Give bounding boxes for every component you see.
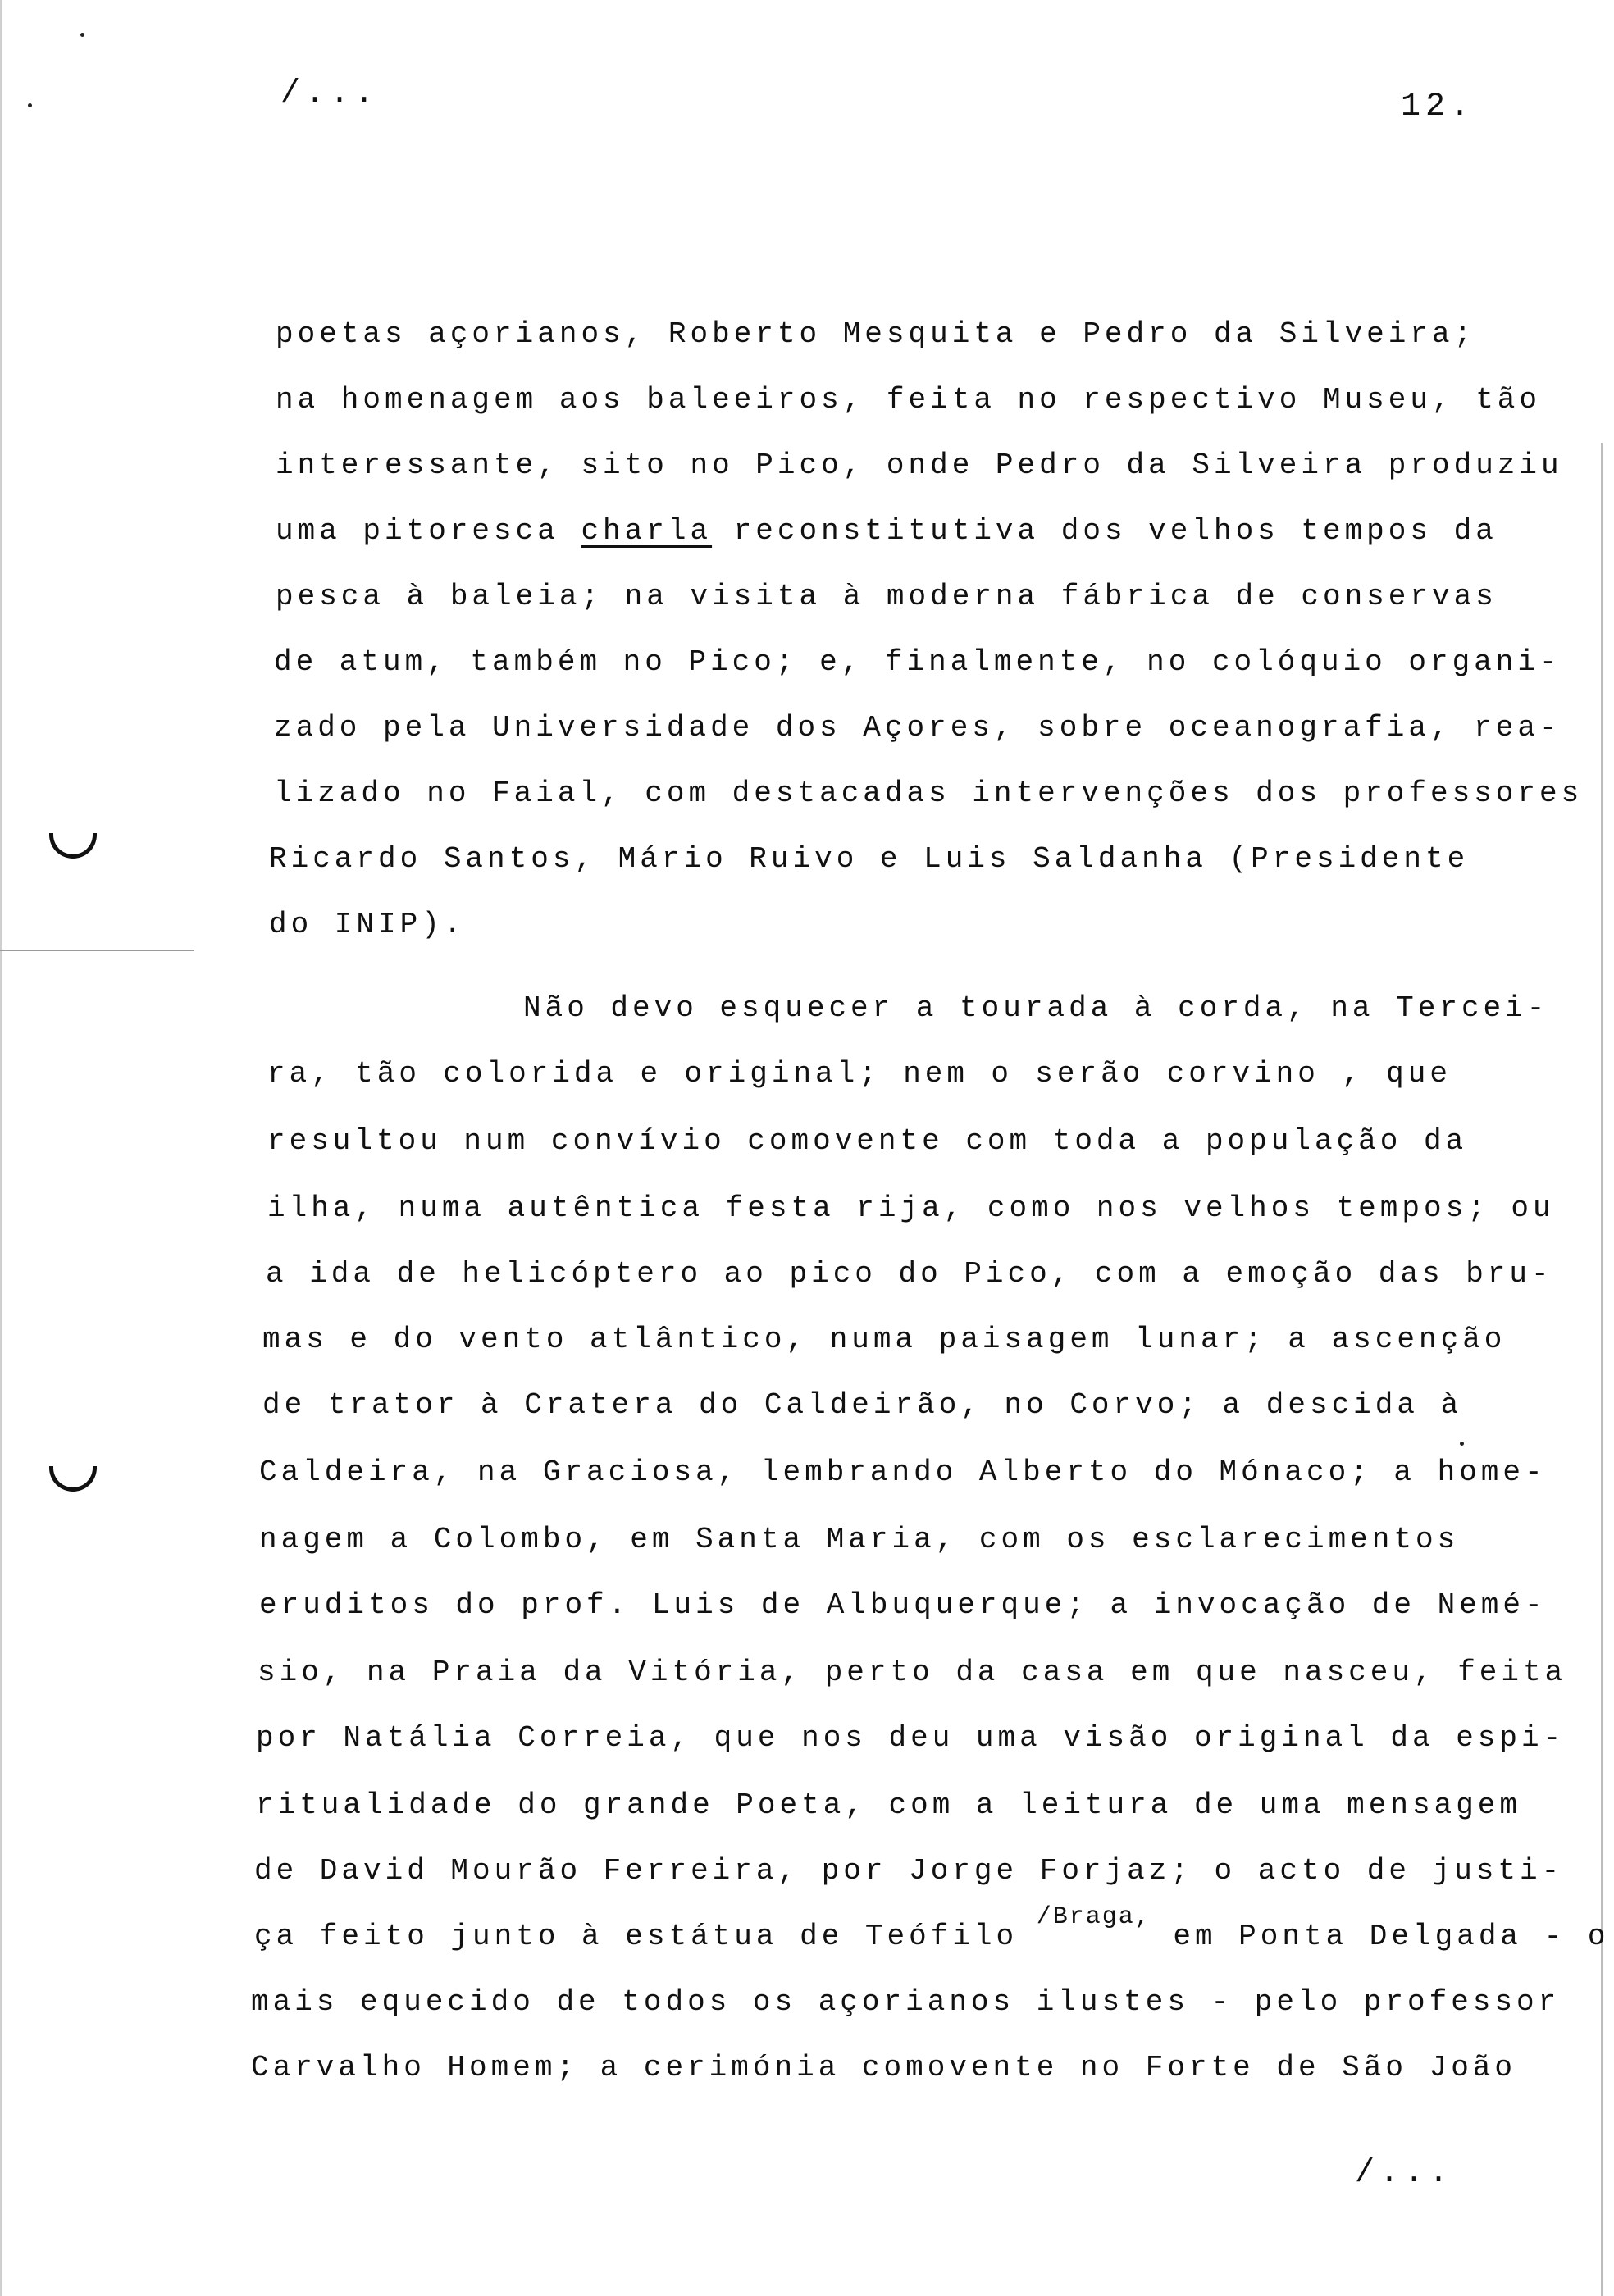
- text-line: ra, tão colorida e original; nem o serão corvino , que: [267, 1057, 1452, 1091]
- text-line: ilha, numa autêntica festa rija, como nos velhos tempos; ou: [267, 1191, 1555, 1225]
- text-line: de trator à Cratera do Caldeirão, no Corvo; a descida à: [262, 1388, 1463, 1422]
- text-line: Carvalho Homem; a cerimónia comovente no Forte de São João: [251, 2051, 1517, 2084]
- text-line: pesca à baleia; na visita à moderna fábrica de conservas: [276, 580, 1498, 613]
- text-line: de atum, também no Pico; e, finalmente, no colóquio organi-: [274, 645, 1562, 679]
- text-line: Caldeira, na Graciosa, lembrando Alberto do Mónaco; a home-: [259, 1456, 1547, 1489]
- text-line: interessante, sito no Pico, onde Pedro da Silveira produziu: [276, 449, 1563, 482]
- text-line: poetas açorianos, Roberto Mesquita e Pedro da Silveira;: [276, 317, 1476, 351]
- handwritten-insertion: /Braga,: [1036, 1903, 1151, 1931]
- scan-speck: [80, 33, 84, 37]
- scan-speck: [28, 103, 32, 107]
- text-line: eruditos do prof. Luis de Albuquerque; a invocação de Nemé-: [259, 1588, 1547, 1622]
- text-line: sio, na Praia da Vitória, perto da casa em que nasceu, feita: [258, 1656, 1567, 1689]
- text-line: uma pitoresca charla reconstitutiva dos velhos tempos da: [276, 514, 1498, 548]
- scan-right-edge: [1601, 443, 1603, 2296]
- page-number: 12.: [1401, 89, 1475, 125]
- text-line: nagem a Colombo, em Santa Maria, com os esclarecimentos: [259, 1523, 1460, 1556]
- text-line: Não devo esquecer a tourada à corda, na Tercei-: [523, 991, 1549, 1025]
- underlined-word: charla: [581, 514, 713, 548]
- text-line: zado pela Universidade dos Açores, sobre oceanografia, rea-: [274, 711, 1562, 745]
- punch-hole-mark: [49, 1466, 97, 1492]
- text-line: ritualidade do grande Poeta, com a leitura de uma mensagem: [256, 1788, 1522, 1822]
- text-line: de David Mourão Ferreira, por Jorge Forjaz; o acto de justi-: [254, 1854, 1564, 1888]
- scan-left-edge: [0, 0, 2, 2296]
- text-line: mais equecido de todos os açorianos ilustes - pelo professor: [251, 1985, 1561, 2019]
- text-line: lizado no Faial, com destacadas intervenções dos professores: [274, 777, 1584, 810]
- text-line: mas e do vento atlântico, numa paisagem lunar; a ascenção: [262, 1323, 1507, 1356]
- text-line: resultou num convívio comovente com toda a população da: [267, 1124, 1468, 1158]
- text-line: a ida de helicóptero ao pico do Pico, com a emoção das bru-: [266, 1257, 1553, 1291]
- punch-hole-mark: [49, 833, 97, 859]
- fold-line: [0, 950, 194, 951]
- text-line: ça feito junto à estátua de Teófilo $^{/Braga,}$ em Ponta Delgada - o: [254, 1903, 1610, 1953]
- text-line: Ricardo Santos, Mário Ruivo e Luis Saldanha (Presidente: [269, 842, 1470, 876]
- header-continuation-mark: /...: [280, 75, 380, 112]
- scan-speck: [1460, 1442, 1464, 1446]
- text-line: do INIP).: [269, 908, 466, 941]
- footer-continuation-mark: /...: [1355, 2155, 1454, 2192]
- text-line: na homenagem aos baleeiros, feita no respectivo Museu, tão: [276, 383, 1542, 417]
- text-line: por Natália Correia, que nos deu uma visão original da espi-: [256, 1721, 1566, 1755]
